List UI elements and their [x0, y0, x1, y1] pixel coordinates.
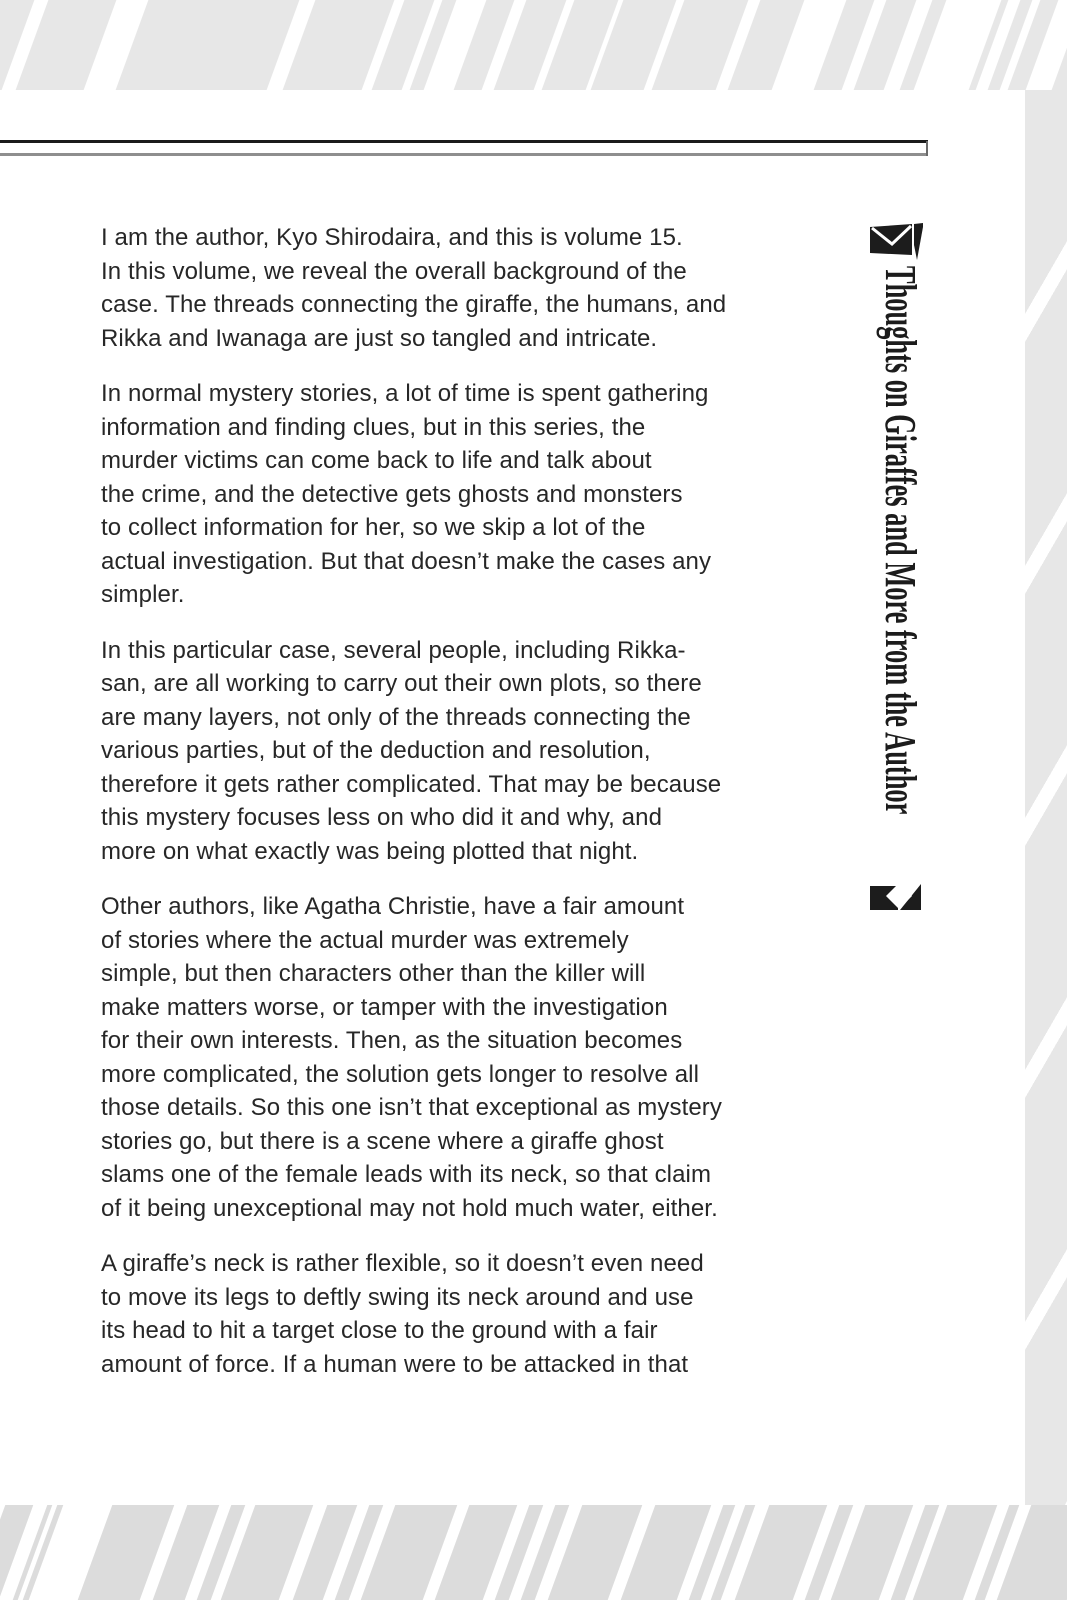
- header-rule-end-cap: [926, 141, 928, 156]
- bottom-stripe-band: [0, 1505, 1067, 1600]
- paragraph: [101, 634, 816, 869]
- text-line: stories go, but there is a scene where a giraffe ghost: [101, 1127, 664, 1155]
- text-line: I am the author, Kyo Shirodaira, and this is volume 15.: [101, 224, 683, 251]
- text-line: slams one of the female leads with its neck, so that claim: [101, 1161, 712, 1188]
- paragraph: [101, 1247, 816, 1381]
- text-line: information and finding clues, but in this series, the: [101, 413, 646, 441]
- text-line: this mystery focuses less on who did it and why, and: [101, 804, 663, 831]
- text-line: actual investigation. But that doesn’t make the cases any: [101, 547, 712, 575]
- header-rule-dark: [0, 140, 928, 143]
- header-rule-light: [0, 153, 928, 156]
- text-line: to move its legs to deftly swing its neck around and use: [101, 1283, 694, 1311]
- paragraph: [101, 890, 816, 1225]
- text-line: to collect information for her, so we skip a lot of the: [101, 514, 646, 541]
- text-line: Rikka and Iwanaga are just so tangled and intricate.: [101, 324, 658, 352]
- text-line: amount of force. If a human were to be attacked in that: [101, 1350, 689, 1378]
- diamond-triangle-icon: [868, 881, 922, 911]
- text-line: In normal mystery stories, a lot of time is spent gathering: [101, 380, 709, 407]
- paragraph: [101, 377, 816, 612]
- text-line: of it being unexceptional may not hold much water, either.: [101, 1194, 718, 1222]
- text-line: those details. So this one isn’t that exceptional as mystery: [101, 1094, 722, 1121]
- text-line: In this volume, we reveal the overall background of the: [101, 257, 687, 285]
- text-line: A giraffe’s neck is rather flexible, so it doesn’t even need: [101, 1250, 704, 1277]
- text-line: for their own interests. Then, as the situation becomes: [101, 1027, 683, 1054]
- right-stripe-band: [1025, 90, 1067, 1600]
- text-line: of stories where the actual murder was extremely: [101, 926, 629, 954]
- text-line: simple, but then characters other than the killer will: [101, 960, 646, 987]
- text-line: therefore it gets rather complicated. That may be because: [101, 770, 722, 798]
- envelope-fold-icon: [866, 215, 924, 261]
- text-line: its head to hit a target close to the ground with a fair: [101, 1317, 658, 1344]
- text-line: Other authors, like Agatha Christie, have a fair amount: [101, 893, 685, 920]
- paragraph: [101, 221, 816, 355]
- text-line: In this particular case, several people, including Rikka-: [101, 636, 686, 664]
- text-line: various parties, but of the deduction and resolution,: [101, 737, 651, 764]
- text-line: make matters worse, or tamper with the investigation: [101, 993, 668, 1021]
- text-line: san, are all working to carry out their own plots, so there: [101, 670, 702, 697]
- text-line: case. The threads connecting the giraffe, the humans, and: [101, 291, 727, 318]
- top-stripe-band: [0, 0, 1067, 90]
- body-text: [101, 221, 816, 1403]
- text-line: the crime, and the detective gets ghosts and monsters: [101, 480, 683, 508]
- text-line: more complicated, the solution gets longer to resolve all: [101, 1060, 700, 1088]
- text-line: simpler.: [101, 581, 185, 608]
- text-line: are many layers, not only of the threads connecting the: [101, 703, 691, 731]
- text-line: more on what exactly was being plotted that night.: [101, 837, 639, 865]
- text-line: murder victims can come back to life and talk about: [101, 447, 652, 474]
- sidebar-chapter-title: Thoughts on Giraffes and More from the Author: [876, 266, 925, 815]
